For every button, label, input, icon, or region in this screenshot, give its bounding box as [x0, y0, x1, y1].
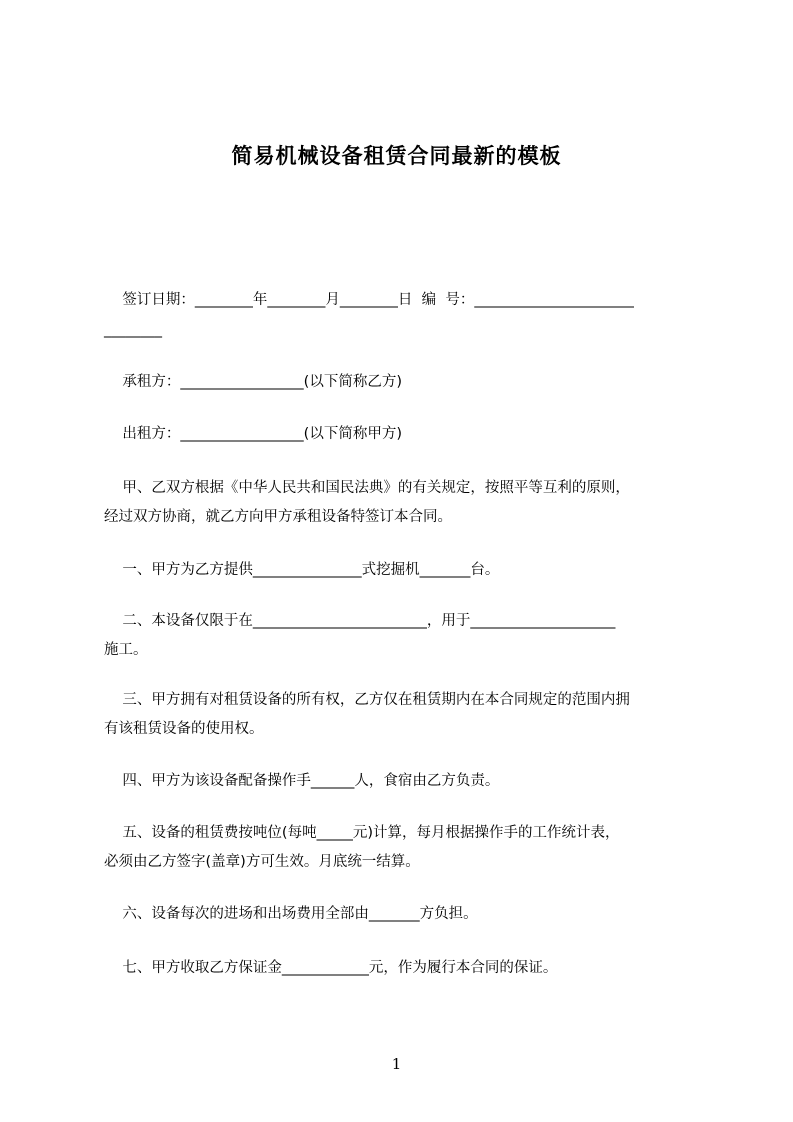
clause-2-line-1: 二、本设备仅限于在________________________，用于____________________: [104, 613, 616, 629]
intro-paragraph-line-1: 甲、乙双方根据《中华人民共和国民法典》的有关规定，按照平等互利的原则，: [104, 480, 630, 496]
document-title: 简易机械设备租赁合同最新的模板: [231, 144, 562, 168]
clause-4: 四、甲方为该设备配备操作手______人，食宿由乙方负责。: [104, 773, 500, 789]
clause-7: 七、甲方收取乙方保证金____________元，作为履行本合同的保证。: [104, 960, 558, 976]
clause-5-line-2: 必须由乙方签字(盖章)方可生效。月底统一结算。: [104, 854, 420, 870]
clause-6: 六、设备每次的进场和出场费用全部由_______方负担。: [104, 906, 478, 922]
clause-1: 一、甲方为乙方提供_______________式挖掘机_______台。: [104, 562, 500, 578]
clause-5-line-1: 五、设备的租赁费按吨位(每吨_____元)计算，每月根据操作手的工作统计表，: [104, 825, 620, 841]
clause-3-line-2: 有该租赁设备的使用权。: [104, 721, 264, 737]
lessee-line: 承租方：_________________(以下简称乙方): [104, 374, 402, 390]
intro-paragraph-line-2: 经过双方协商，就乙方向甲方承租设备特签订本合同。: [104, 509, 452, 525]
page-number: 1: [391, 1055, 402, 1073]
lessor-line: 出租方：_________________(以下简称甲方): [104, 426, 402, 442]
signing-date-line: 签订日期：________年________月________日 编 号：______________________: [104, 292, 634, 308]
clause-2-line-2: 施工。: [104, 642, 148, 658]
clause-3-line-1: 三、甲方拥有对租赁设备的所有权，乙方仅在租赁期内在本合同规定的范围内拥: [104, 692, 630, 708]
serial-number-continuation: ________: [104, 322, 162, 338]
